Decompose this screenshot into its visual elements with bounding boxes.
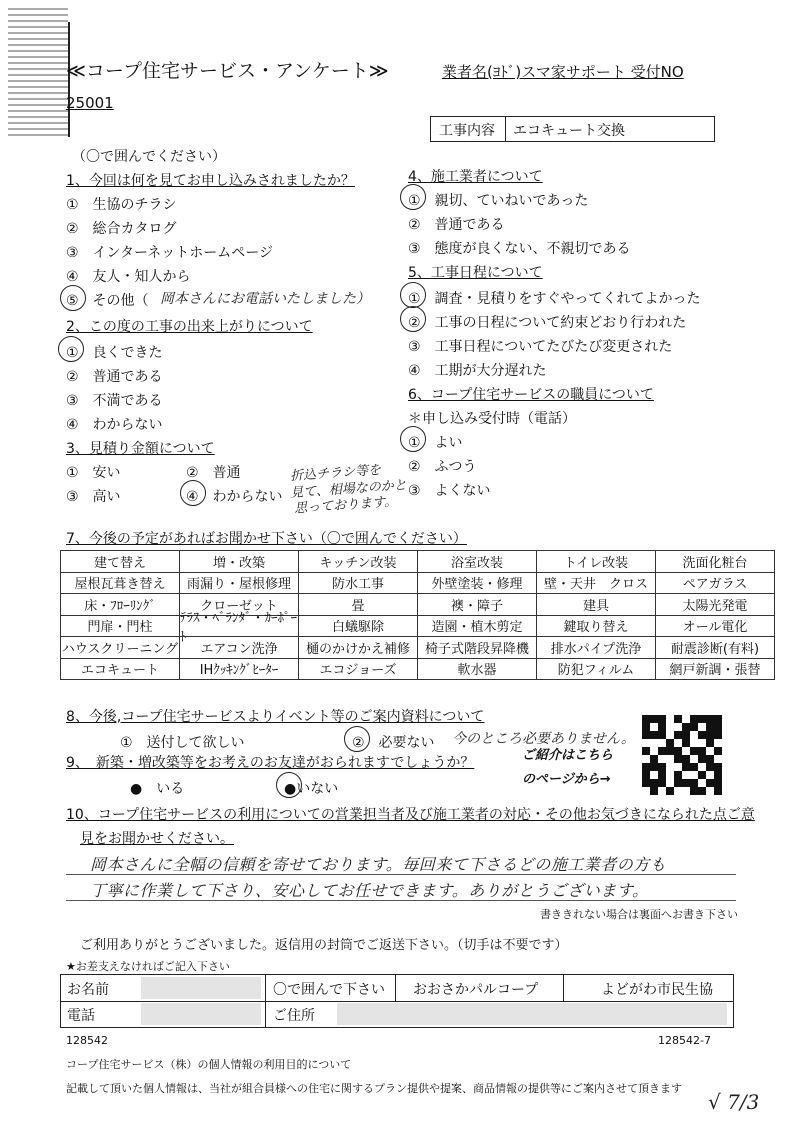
q4-option[interactable]: ③ 態度が良くない、不親切である — [408, 241, 631, 257]
thanks-text: ご利用ありがとうございました。返信用の封筒でご返送下さい。（切手は不要です） — [80, 938, 568, 953]
privacy-text: 記載して頂いた個人情報は、当社が組合員様への住宅に関するプラン提供や提案、商品情報の提供等にご案内させて頂きます — [66, 1082, 682, 1095]
overflow-note: 書ききれない場合は裏面へお書き下さい — [540, 908, 738, 921]
q2-title: 2、この度の工事の出来上がりについて — [66, 319, 313, 335]
q6-title: 6、コープ住宅サービスの職員について — [408, 387, 654, 403]
plan-cell[interactable]: 洗面化粧台 — [655, 550, 775, 573]
instruction-text: （〇で囲んでください） — [72, 149, 226, 165]
q5-option[interactable]: ④ 工期が大分遅れた — [408, 363, 547, 379]
q10-comment-line2: 丁寧に作業して下さり、安心してお任せできます。ありがとうございます。 — [90, 881, 649, 900]
q9-option[interactable]: ● いる — [130, 781, 185, 797]
plan-cell[interactable]: エコキュート — [60, 658, 180, 681]
q1-option[interactable]: ③ インターネットホームページ — [66, 245, 274, 261]
q4-option[interactable]: ① 親切、ていねいであった — [408, 193, 589, 209]
q6-option[interactable]: ② ふつう — [408, 459, 477, 475]
plan-cell[interactable]: 軟水器 — [417, 658, 537, 681]
plan-cell[interactable]: 網戸新調・張替 — [655, 658, 775, 681]
q2-option[interactable]: ③ 不満である — [66, 393, 163, 409]
q6-option[interactable]: ① よい — [408, 435, 463, 451]
selection-circle — [60, 285, 86, 311]
coop-option[interactable]: おおさかパルコープ — [413, 982, 539, 998]
footer-code-left: 128542 — [66, 1034, 108, 1047]
divider — [505, 117, 506, 141]
writing-line — [66, 874, 736, 875]
footer-code-right: 128542-7 — [658, 1034, 711, 1047]
plan-cell[interactable]: 雨漏り・屋根修理 — [179, 572, 299, 595]
q5-option[interactable]: ② 工事の日程について約束どおり行われた — [408, 315, 687, 331]
referral-line1: ご紹介はこちら — [522, 748, 614, 763]
plan-cell[interactable]: 屋根瓦葺き替え — [60, 572, 180, 595]
phone-field[interactable] — [141, 1003, 261, 1025]
q4-title: 4、施工業者について — [408, 169, 543, 185]
selection-circle — [180, 480, 206, 506]
receipt-number: 25001 — [66, 94, 114, 112]
q5-title: 5、工事日程について — [408, 265, 543, 281]
plan-cell[interactable]: エコジョーズ — [298, 658, 418, 681]
vendor-name: 業者名(ﾖﾄﾞ)スマ家サポート 受付NO — [442, 63, 684, 81]
q5-option[interactable]: ③ 工事日程についてたびたび変更された — [408, 339, 673, 355]
plan-cell[interactable]: クローゼット — [179, 593, 299, 616]
selection-circle — [400, 282, 426, 308]
q6-option[interactable]: ③ よくない — [408, 483, 491, 499]
survey-title: ≪コープ住宅サービス・アンケート≫ — [66, 60, 389, 82]
coop-option[interactable]: よどがわ市民生協 — [601, 982, 713, 998]
plan-cell[interactable]: 外壁塗装・修理 — [417, 572, 537, 595]
q2-option[interactable]: ④ わからない — [66, 417, 163, 433]
plan-cell[interactable]: 白蟻駆除 — [298, 615, 418, 638]
plan-cell[interactable]: 耐震診断(有料) — [655, 636, 775, 659]
plan-cell[interactable]: 浴室改装 — [417, 550, 537, 573]
plan-cell[interactable]: ハウスクリーニング — [60, 636, 180, 659]
q5-option[interactable]: ① 調査・見積りをすぐやってくれてよかった — [408, 291, 701, 307]
q3-option[interactable]: ① 安い — [66, 465, 121, 481]
plan-cell[interactable]: 建具 — [536, 593, 656, 616]
scan-artifact — [8, 8, 68, 138]
plan-cell[interactable]: IHｸｯｷﾝｸﾞﾋｰﾀｰ — [179, 658, 299, 681]
selection-circle — [400, 306, 426, 332]
plan-cell[interactable]: 造園・植木剪定 — [417, 615, 537, 638]
plan-cell[interactable]: 樋のかけかえ補修 — [298, 636, 418, 659]
writing-line — [66, 900, 736, 901]
qr-code-icon[interactable] — [642, 715, 722, 795]
q2-option[interactable]: ② 普通である — [66, 369, 163, 385]
selection-circle — [344, 726, 370, 752]
work-value: エコキュート交換 — [513, 123, 625, 139]
q8-title: 8、今後,コープ住宅サービスよりイベント等のご案内資料について — [66, 709, 485, 725]
q10-title: 10、コープ住宅サービスの利用についての営業担当者及び施工業者の対応・その他お気づきになられた点ご意 — [66, 807, 755, 823]
q9-title: 9、 新築・増改築等をお考えのお友達がおられますでしょうか？ — [66, 755, 475, 771]
circle-label: 〇で囲んで下さい — [273, 982, 385, 998]
selection-circle — [58, 336, 84, 362]
selection-circle — [276, 772, 302, 798]
q1-option[interactable]: ④ 友人・知人から — [66, 269, 191, 285]
q1-option[interactable]: ① 生協のチラシ — [66, 197, 177, 213]
q3-title: 3、見積り金額について — [66, 441, 215, 457]
plan-cell[interactable]: 門扉・門柱 — [60, 615, 180, 638]
address-label: ご住所 — [273, 1008, 315, 1024]
plan-cell[interactable]: ペアガラス — [655, 572, 775, 595]
plan-cell[interactable]: エアコン洗浄 — [179, 636, 299, 659]
plan-cell[interactable]: 太陽光発電 — [655, 593, 775, 616]
plan-cell[interactable]: 鍵取り替え — [536, 615, 656, 638]
handwritten-check-mark: √ 7/3 — [708, 1090, 760, 1114]
plan-cell[interactable]: キッチン改装 — [298, 550, 418, 573]
plan-cell[interactable]: ﾃﾗｽ・ﾍﾞﾗﾝﾀﾞ・ｶｰﾎﾟｰﾄ — [180, 610, 298, 645]
plan-cell[interactable]: 排水パイプ洗浄 — [536, 636, 656, 659]
form-caption: ★お差支えなければご記入下さい — [66, 960, 230, 973]
work-content-box — [430, 116, 715, 142]
q1-option[interactable]: ② 総合カタログ — [66, 221, 177, 237]
name-field[interactable] — [141, 977, 261, 999]
q1-title: 1、今回は何を見てお申し込みされましたか？ — [66, 173, 355, 189]
q8-option[interactable]: ② 必要ない — [352, 735, 435, 751]
q1-handwritten-note: 岡本さんにお電話いたしました） — [160, 291, 370, 307]
referral-line2: のページから→ — [522, 772, 611, 787]
plan-cell[interactable]: 襖・障子 — [417, 593, 537, 616]
q3-handwritten-note: 折込チラシ等を — [289, 462, 382, 485]
q8-option[interactable]: ① 送付して欲しい — [120, 735, 245, 751]
selection-circle — [400, 426, 426, 452]
q2-option[interactable]: ① 良くできた — [66, 345, 163, 361]
q10-title-cont: 見をお聞かせください。 — [80, 831, 234, 847]
contact-form — [60, 974, 734, 1028]
plan-cell[interactable]: 椅子式階段昇降機 — [417, 636, 537, 659]
phone-label: 電話 — [67, 1008, 95, 1024]
q3-option[interactable]: ④ わからない — [186, 489, 283, 505]
name-label: お名前 — [67, 982, 109, 998]
q3-handwritten-note: 見て、相場なのかと — [289, 477, 408, 502]
plan-cell[interactable]: 増・改築 — [179, 550, 299, 573]
plan-cell[interactable]: オール電化 — [655, 615, 775, 638]
q6-subtitle: ＊申し込み受付時（電話） — [408, 411, 576, 427]
q9-option[interactable]: ●いない — [284, 781, 339, 797]
work-label: 工事内容 — [439, 123, 495, 139]
selection-circle — [400, 184, 426, 210]
plan-cell[interactable]: トイレ改装 — [536, 550, 656, 573]
address-field[interactable] — [337, 1003, 727, 1025]
q4-option[interactable]: ② 普通である — [408, 217, 505, 233]
q10-comment-line1: 岡本さんに全幅の信頼を寄せております。毎回来て下さるどの施工業者の方も — [90, 855, 667, 874]
q3-option[interactable]: ③ 高い — [66, 489, 121, 505]
privacy-title: コープ住宅サービス（株）の個人情報の利用目的について — [66, 1058, 352, 1071]
q8-handwritten-note: 今のところ必要ありません。 — [452, 731, 635, 747]
q3-option[interactable]: ② 普通 — [186, 465, 241, 481]
q1-option[interactable]: ⑤ その他（ — [66, 293, 149, 309]
plan-cell[interactable]: 床・ﾌﾛｰﾘﾝｸﾞ — [60, 593, 180, 616]
plan-cell[interactable]: 建て替え — [60, 550, 180, 573]
plan-cell[interactable]: 防犯フィルム — [536, 658, 656, 681]
q7-title: 7、今後の予定があればお聞かせ下さい（〇で囲んでください） — [66, 531, 467, 547]
q3-handwritten-note: 思っております。 — [293, 494, 398, 517]
plan-cell[interactable]: 防水工事 — [298, 572, 418, 595]
plan-cell[interactable]: 壁・天井 クロス — [536, 572, 656, 595]
plan-cell[interactable]: 畳 — [298, 593, 418, 616]
